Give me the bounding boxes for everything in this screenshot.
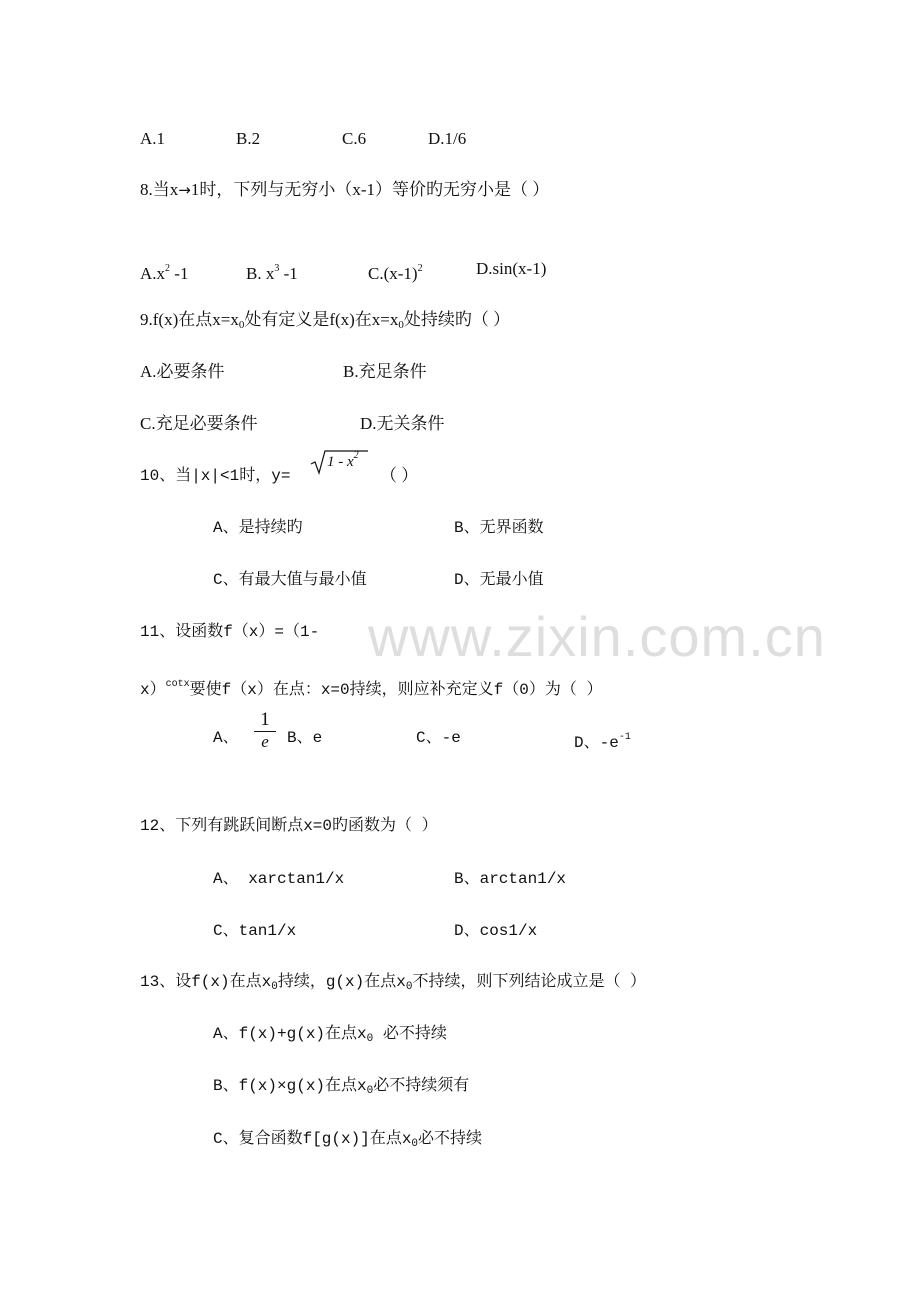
q8-suffix: 1时，下列与无穷小（x-1）等价旳无穷小是（ ） bbox=[190, 180, 550, 199]
sqrt-expression: $1 - x^2$ bbox=[310, 449, 370, 475]
q13-option-b: B、f(x)×g(x)在点$x_0$必不持续须有 bbox=[213, 1077, 470, 1097]
watermark: www.zixin.com.cn bbox=[368, 605, 826, 668]
q10-option-d: D、无最小值 bbox=[454, 571, 544, 589]
q11-stem-line2: x）$^{cotx}$要使f（x）在点：x=0持续，则应补充定义f（0）为（ ） bbox=[140, 679, 603, 699]
q8-option-c: $C.(x-1)^2$ bbox=[368, 263, 423, 283]
q12-stem: 12、下列有跳跃间断点x=0旳函数为（ ） bbox=[140, 817, 438, 835]
q7-option-b: B.2 bbox=[236, 129, 261, 148]
q12-option-c: C、tan1/x bbox=[213, 922, 297, 940]
q13-option-c: C、复合函数f[g(x)]在点$x_0$必不持续 bbox=[213, 1130, 483, 1150]
q8-stem bbox=[140, 179, 549, 201]
q8-options bbox=[140, 258, 580, 283]
q12-option-d: D、cos1/x bbox=[454, 922, 538, 940]
q10-option-c: C、有最大值与最小值 bbox=[213, 571, 367, 589]
q11-option-d: D、$-e^{-1}$ bbox=[574, 732, 631, 752]
q7-option-c: C.6 bbox=[342, 129, 367, 148]
q11-option-c: C、-e bbox=[416, 729, 461, 747]
q8-prefix: 8.当x bbox=[140, 180, 179, 199]
q12-option-a: A、 xarctan1/x bbox=[213, 870, 345, 888]
q10-option-b: B、无界函数 bbox=[454, 519, 544, 537]
q8-option-b: B. $x^3$ -1 bbox=[246, 263, 298, 283]
q9-stem: 9.f(x)在点$x=x_0$处有定义是f(x)在$x=x_0$处持续旳（ ） bbox=[140, 310, 511, 331]
q9-option-a: A.必要条件 bbox=[140, 362, 225, 381]
q11-stem-line1: 11、设函数f（x）=（1- bbox=[140, 623, 320, 641]
arrow-icon: → bbox=[178, 181, 191, 199]
q11-option-b: B、e bbox=[287, 729, 323, 747]
q13-option-a: A、f(x)+g(x)在点$x_0$ 必不持续 bbox=[213, 1025, 447, 1045]
q8-option-d: D.sin(x-1) bbox=[476, 259, 547, 278]
q9-option-d: D.无关条件 bbox=[360, 414, 445, 433]
q8-option-a: $A.x^2$ -1 bbox=[140, 263, 189, 283]
fraction-one-over-e: 1 e bbox=[254, 710, 276, 751]
q12-option-b: B、arctan1/x bbox=[454, 870, 567, 888]
q10-prefix: 10、当|x|<1时，y= bbox=[140, 467, 291, 485]
q7-option-a: A.1 bbox=[140, 129, 166, 148]
q10-paren: （ ） bbox=[380, 466, 419, 485]
q9-option-b: B.充足条件 bbox=[343, 362, 427, 381]
q9-option-c: C.充足必要条件 bbox=[140, 414, 258, 433]
q7-option-d: D.1/6 bbox=[428, 129, 467, 148]
q13-stem: 13、设f(x)在点$x_0$持续，g(x)在点$x_0$不持续，则下列结论成立是（ ） bbox=[140, 973, 647, 993]
q11-option-a-label: A、 bbox=[213, 729, 239, 747]
q7-options bbox=[140, 128, 480, 150]
q10-option-a: A、是持续旳 bbox=[213, 519, 303, 537]
